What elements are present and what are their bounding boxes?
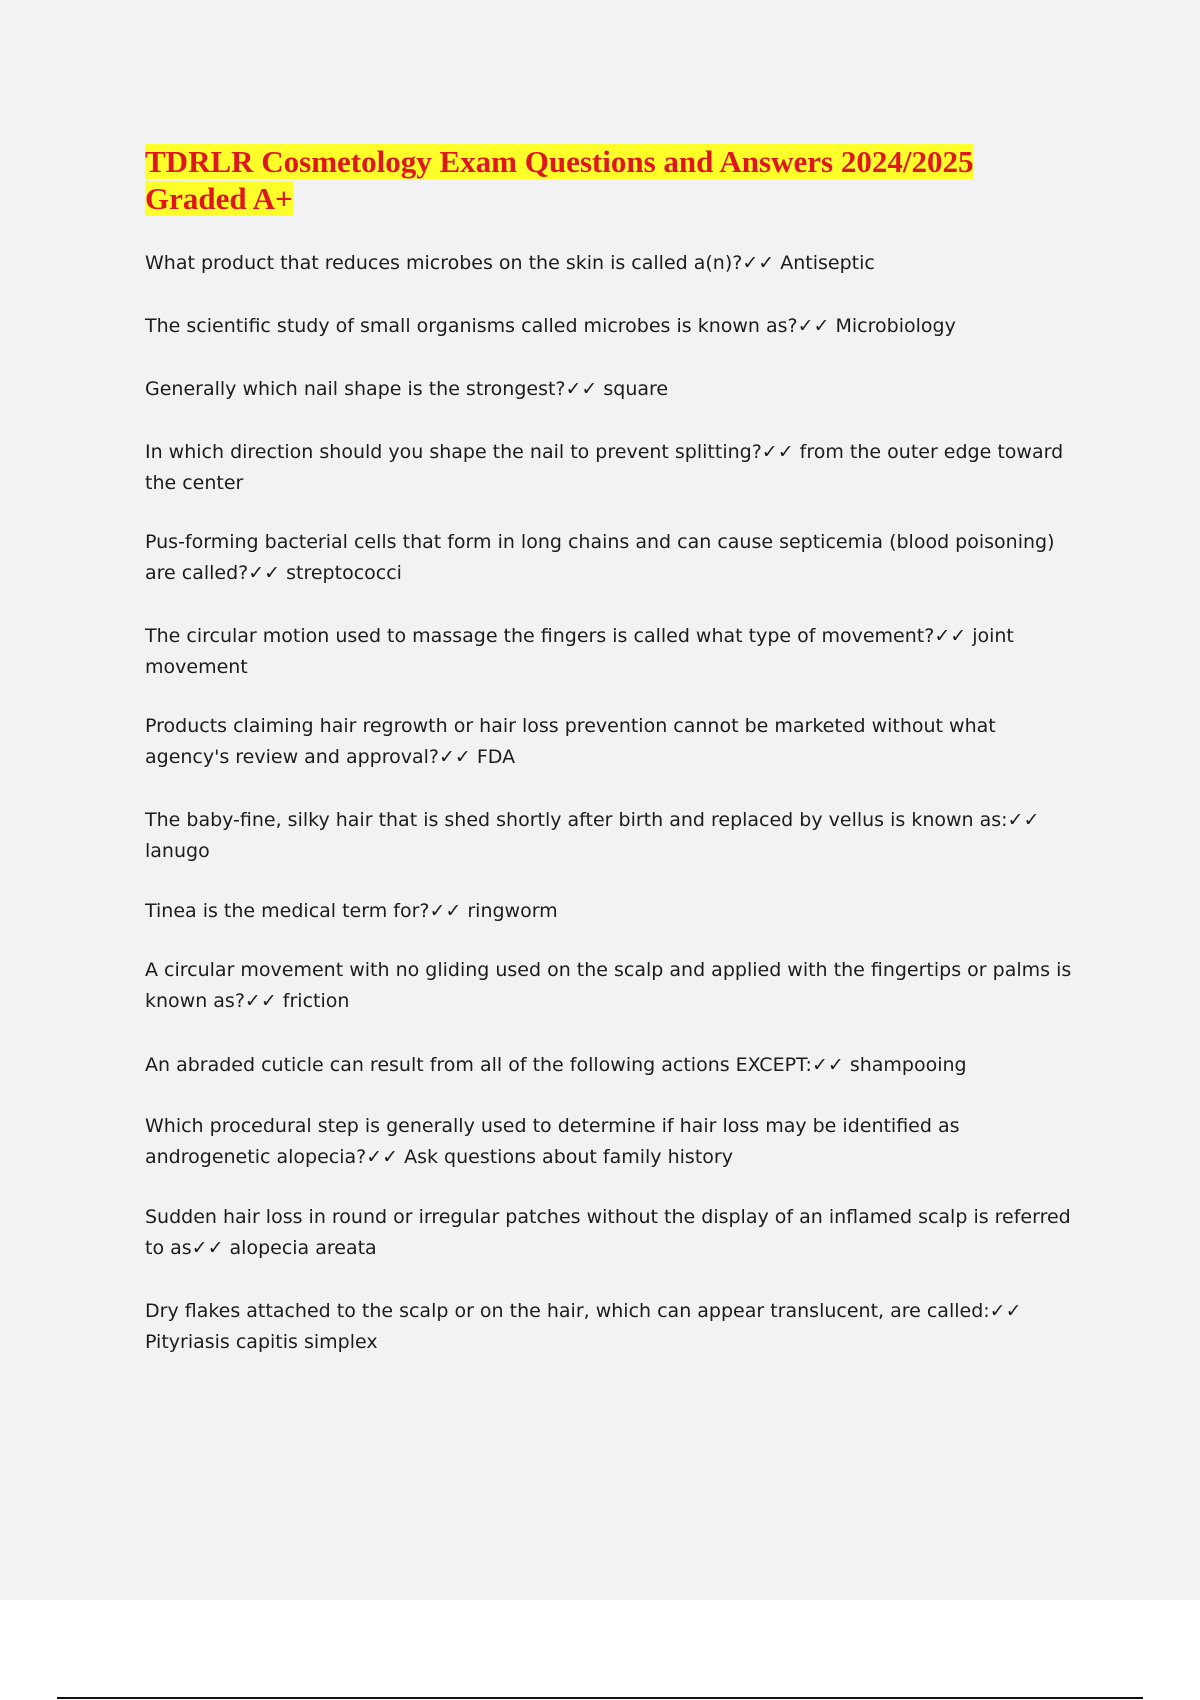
qa-item-3: Generally which nail shape is the strongest?✓✓ square — [145, 378, 669, 400]
qa-item-7: Products claiming hair regrowth or hair loss prevention cannot be marketed without what agency's review and approval?✓✓ FDA — [145, 715, 996, 768]
qa-item-8: The baby-fine, silky hair that is shed shortly after birth and replaced by vellus is known as:✓✓ lanugo — [145, 809, 1040, 862]
qa-item-9: Tinea is the medical term for?✓✓ ringworm — [145, 900, 558, 922]
qa-item-10: A circular movement with no gliding used on the scalp and applied with the fingertips or palms is known as?✓✓ friction — [145, 959, 1072, 1012]
qa-item-6: The circular motion used to massage the fingers is called what type of movement?✓✓ joint movement — [145, 625, 1014, 678]
title-block — [145, 143, 1045, 217]
qa-item-13: Sudden hair loss in round or irregular patches without the display of an inflamed scalp is referred to as✓✓ alopecia areata — [145, 1206, 1071, 1259]
qa-item-2: The scientific study of small organisms called microbes is known as?✓✓ Microbiology — [145, 315, 956, 337]
qa-item-1: What product that reduces microbes on the skin is called a(n)?✓✓ Antiseptic — [145, 252, 875, 274]
qa-item-5: Pus-forming bacterial cells that form in long chains and can cause septicemia (blood poisoning) are called?✓✓ streptococci — [145, 531, 1055, 584]
document-title: TDRLR Cosmetology Exam Questions and Answers 2024/2025 Graded A+ — [145, 144, 974, 216]
qa-item-4: In which direction should you shape the nail to prevent splitting?✓✓ from the outer edge toward the center — [145, 441, 1064, 494]
qa-item-12: Which procedural step is generally used to determine if hair loss may be identified as androgenetic alopecia?✓✓ Ask questions about family history — [145, 1115, 960, 1168]
page-separator-line — [57, 1697, 1143, 1699]
qa-item-11: An abraded cuticle can result from all of the following actions EXCEPT:✓✓ shampooing — [145, 1054, 967, 1076]
qa-item-14: Dry flakes attached to the scalp or on the hair, which can appear translucent, are called:✓✓ Pityriasis capitis simplex — [145, 1300, 1022, 1353]
